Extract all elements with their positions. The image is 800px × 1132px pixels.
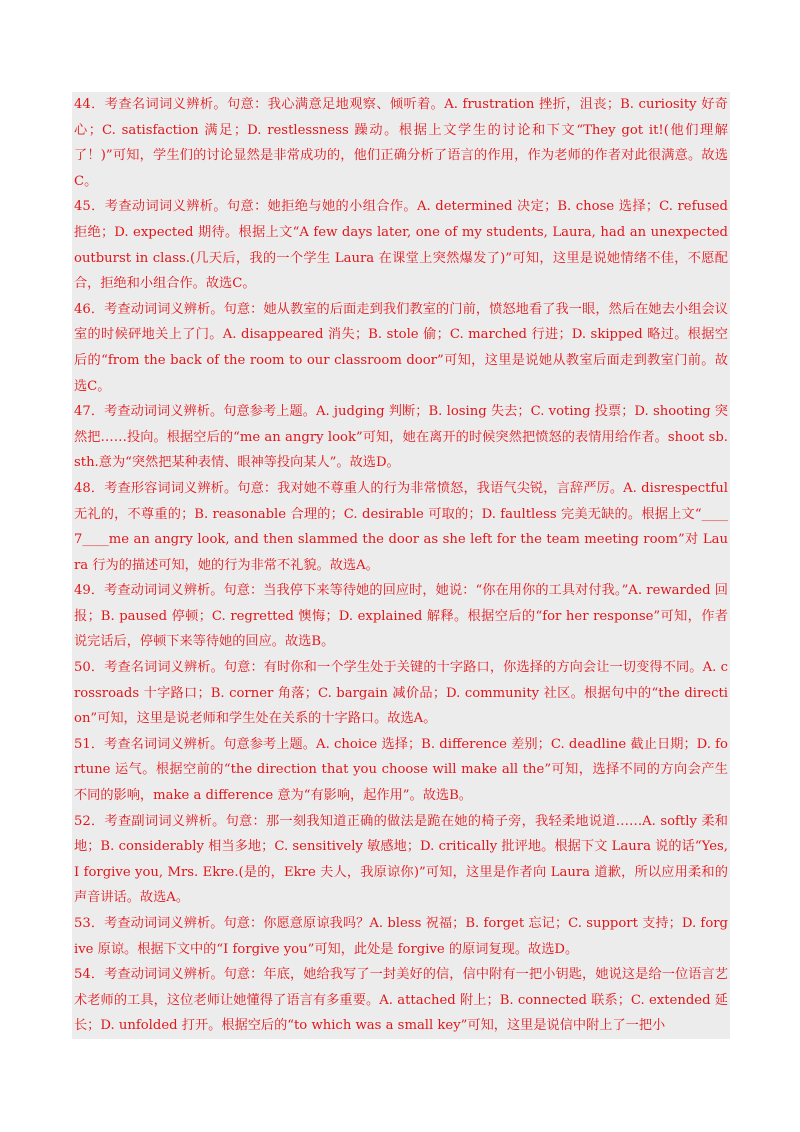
answer-explanation-47: 47．考查动词词义辨析。句意参考上题。A. judging 判断；B. losing 失去；C. voting 投票；D. shooting 突然把……投向。根据空后的“me an angry look”可知，她在离开的时候突然把愤怒的表情用给作者。shoot sb. sth.意为“突然把某种表情、眼神等投向某人”。故选D。 [72, 399, 730, 476]
answer-explanation-50: 50．考查名词词义辨析。句意：有时你和一个学生处于关键的十字路口，你选择的方向会让一切变得不同。A. crossroads 十字路口；B. corner 角落；C. bargain 减价品；D. community 社区。根据句中的“the direction”可知，这里是说老师和学生处在关系的十字路口。故选A。 [72, 655, 730, 732]
answer-explanation-48: 48．考查形容词词义辨析。句意：我对她不尊重人的行为非常愤怒，我语气尖锐，言辞严厉。A. disrespectful 无礼的，不尊重的；B. reasonable 合理的；C. desirable 可取的；D. faultless 完美无缺的。根据上文“____7____me an angry look, and then slammed the door as she left for the team meeting room”对 Laura 行为的描述可知，她的行为非常不礼貌。故选A。 [72, 476, 730, 578]
answer-explanation-52: 52．考查副词词义辨析。句意：那一刻我知道正确的做法是跪在她的椅子旁，我轻柔地说道……A. softly 柔和地；B. considerably 相当多地；C. sensitively 敏感地；D. critically 批评地。根据下文 Laura 说的话“Yes, I forgive you, Mrs. Ekre.(是的，Ekre 夫人，我原谅你)”可知，这里是作者向 Laura 道歉，所以应用柔和的声音讲话。故选A。 [72, 809, 730, 911]
answer-explanation-49: 49．考查动词词义辨析。句意：当我停下来等待她的回应时，她说：“你在用你的工具对付我。”A. rewarded 回报；B. paused 停顿；C. regretted 懊悔；D. explained 解释。根据空后的“for her response”可知，作者说完话后，停顿下来等待她的回应。故选B。 [72, 578, 730, 655]
answer-explanation-53: 53．考查动词词义辨析。句意：你愿意原谅我吗？A. bless 祝福；B. forget 忘记；C. support 支持；D. forgive 原谅。根据下文中的“I forgive you”可知，此处是 forgive 的原词复现。故选D。 [72, 911, 730, 962]
answer-explanation-46: 46．考查动词词义辨析。句意：她从教室的后面走到我们教室的门前，愤怒地看了我一眼，然后在她去小组会议室的时候砰地关上了门。A. disappeared 消失；B. stole 偷；C. marched 行进；D. skipped 略过。根据空后的“from the back of the room to our classroom door”可知，这里是说她从教室后面走到教室门前。故选C。 [72, 297, 730, 399]
answer-explanation-44: 44．考查名词词义辨析。句意：我心满意足地观察、倾听着。A. frustration 挫折，沮丧；B. curiosity 好奇心；C. satisfaction 满足；D. restlessness 躁动。根据上文学生的讨论和下文“They got it!(他们理解了！)”可知，学生们的讨论显然是非常成功的，他们正确分析了语言的作用，作为老师的作者对此很满意。故选C。 [72, 92, 730, 194]
answer-explanation-51: 51．考查名词词义辨析。句意参考上题。A. choice 选择；B. difference 差别；C. deadline 截止日期；D. fortune 运气。根据空前的“the direction that you choose will make all the”可知，选择不同的方向会产生不同的影响，make a difference 意为“有影响，起作用”。故选B。 [72, 732, 730, 809]
answer-explanation-54: 54．考查动词词义辨析。句意：年底，她给我写了一封美好的信，信中附有一把小钥匙，她说这是给一位语言艺术老师的工具，这位老师让她懂得了语言有多重要。A. attached 附上；B. connected 联系；C. extended 延长；D. unfolded 打开。根据空后的“to which was a small key”可知，这里是说信中附上了一把小 [72, 962, 730, 1039]
answer-explanation-45: 45．考查动词词义辨析。句意：她拒绝与她的小组合作。A. determined 决定；B. chose 选择；C. refused 拒绝；D. expected 期待。根据上文“A few days later, one of my students, Laura, had an unexpected outburst in class.(几天后，我的一个学生 Laura 在课堂上突然爆发了)”可知，这里是说她情绪不佳，不愿配合，拒绝和小组合作。故选C。 [72, 194, 730, 296]
